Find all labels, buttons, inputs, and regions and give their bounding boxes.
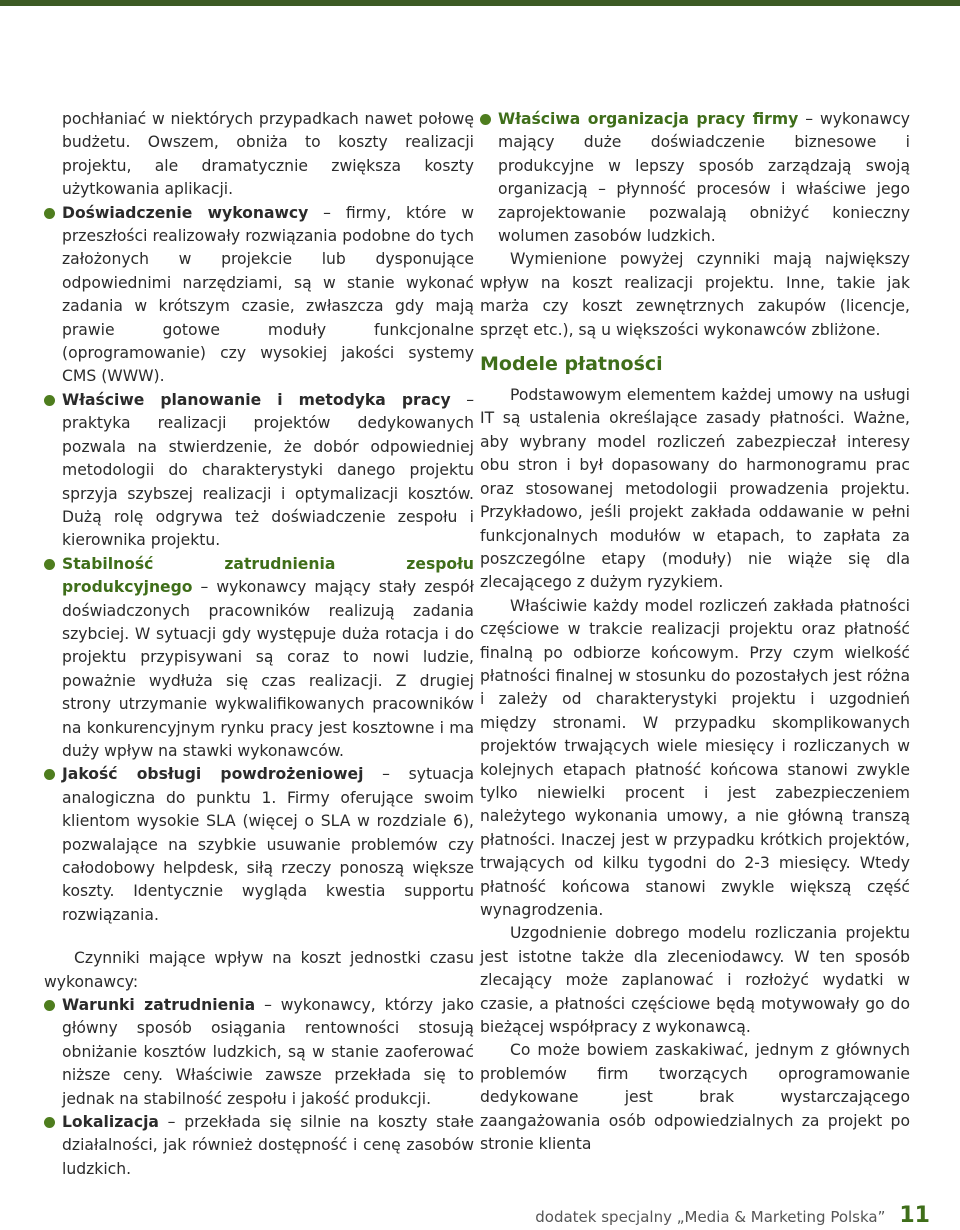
- item-lead: Warunki zatrudnienia: [62, 996, 256, 1015]
- item-text: – wykonawcy mający duże doświadczenie biznesowe i produkcyjne w lepszy sposób zarządzają swoją organizacją – płynność procesów i właściwe jego zaprojektowanie pozwalają obniżyć konieczny wolumen zasobów ludzkich.: [498, 110, 910, 246]
- bullet-icon: [44, 208, 55, 219]
- body-paragraph: Podstawowym elementem każdej umowy na usługi IT są ustalenia określające zasady płatności. Ważne, aby wybrany model rozliczeń zabezpieczał interesy obu stron i był dopasowany do harmonogramu prac oraz stosowanej metodologii prowadzenia projektu. Przykładowo, jeśli projekt zakłada oddawanie w pełni funkcjonalnych modułów w etapach, to zapłata za poszczególne etapy (moduły) nie wiąże się dla zlecającego z dużym ryzykiem.: [480, 386, 910, 592]
- bullet-icon: [44, 559, 55, 570]
- item-lead: Doświadczenie wykonawcy: [62, 203, 309, 222]
- continued-paragraph: pochłaniać w niektórych przypadkach nawet połowę budżetu. Owszem, obniża to koszty realizacji projektu, ale dramatycznie zwiększa koszty użytkowania aplikacji.: [62, 110, 474, 199]
- body-paragraph: Co może bowiem zaskakiwać, jednym z głównych problemów firm tworzących oprogramowanie dedykowane jest brak wystarczającego zaangażowania osób odpowiedzialnych za projekt po stronie klienta: [480, 1041, 910, 1154]
- bullet-icon: [44, 769, 55, 780]
- summary-paragraph: Wymienione powyżej czynniki mają największy wpływ na koszt realizacji projektu. Inne, takie jak marża czy koszt zewnętrznych zakupów (licencje, sprzęt etc.), są u większości wykonawców zbliżone.: [480, 250, 910, 339]
- intro-paragraph: Czynniki mające wpływ na koszt jednostki czasu wykonawcy:: [44, 949, 474, 991]
- item-lead: Właściwa organizacja pracy firmy: [498, 110, 799, 128]
- item-text: – sytuacja analogiczna do punktu 1. Firmy oferujące swoim klientom wysokie SLA (więcej o SLA w rozdziale 6), pozwalające na szybkie usuwanie problemów czy całodobowy helpdesk, siłą rzeczy ponoszą większe koszty. Identycznie wygląda kwestia supportu rozwiązania.: [62, 765, 474, 924]
- left-column: [44, 108, 474, 1181]
- item-lead: Właściwe planowanie i metodyka pracy: [62, 390, 451, 409]
- spacer: [44, 927, 474, 947]
- bullet-icon: [44, 1000, 55, 1011]
- list-item: [44, 202, 474, 389]
- item-text: – wykonawcy mający stały zespół doświadczonych pracowników realizują zadania szybciej. W sytuacji gdy występuje duża rotacja i do projektu przypisywani są coraz to nowi ludzie, poważnie wydłuża się czas realizacji. Z drugiej strony utrzymanie wykwalifikowanych pracowników na konkurencyjnym rynku pracy jest kosztowne i ma duży wpływ na stawki wykonawców.: [62, 578, 474, 760]
- list-item: [44, 763, 474, 927]
- item-lead: Stabilność zatrudnienia zespołu produkcyjnego: [62, 554, 474, 597]
- item-text: – praktyka realizacji projektów dedykowanych pozwala na stwierdzenie, że dobór odpowiedniej metodologii do charakterystyki danego projektu sprzyja szybszej realizacji i optymalizacji kosztów. Dużą rolę odgrywa też doświadczenie zespołu i kierownika projektu.: [62, 390, 474, 550]
- bullet-icon: [480, 114, 491, 125]
- list-item: [44, 553, 474, 764]
- item-text: – przekłada się silnie na koszty stałe działalności, jak również dostępność i cenę zasobów ludzkich.: [62, 1113, 474, 1178]
- footer-publication: dodatek specjalny „Media & Marketing Polska”: [535, 1208, 886, 1226]
- right-column: [480, 108, 910, 1156]
- item-text: – wykonawcy, którzy jako główny sposób osiągania rentowności stosują obniżanie kosztów ludzkich, są w stanie zaoferować niższe ceny. Właściwie zawsze przekłada się to jednak na stabilność zespołu i jakość produkcji.: [62, 996, 474, 1108]
- bullet-icon: [44, 395, 55, 406]
- item-lead: Jakość obsługi powdrożeniowej: [62, 765, 364, 784]
- body-paragraph: Uzgodnienie dobrego modelu rozliczania projektu jest istotne także dla zleceniodawcy. W ten sposób zlecający może zaplanować i rozłożyć wydatki w czasie, a płatności częściowe będą motywowały go do bieżącej współpracy z wykonawcą.: [480, 924, 910, 1037]
- list-item: [44, 389, 474, 553]
- page-footer: [535, 1203, 930, 1228]
- section-heading: Modele płatności: [480, 353, 663, 376]
- item-lead: Lokalizacja: [62, 1113, 159, 1132]
- list-item: [44, 994, 474, 1111]
- page-number: 11: [899, 1203, 930, 1228]
- list-item: [44, 1111, 474, 1181]
- list-item: [480, 108, 910, 248]
- body-paragraph: Właściwie każdy model rozliczeń zakłada płatności częściowe w trakcie realizacji projektu oraz płatność finalną po odbiorze końcowym. Przy czym wielkość płatności finalnej w stosunku do pozostałych jest różna i zależy od charakterystyki projektu i uzgodnień między stronami. W przypadku skomplikowanych projektów trwających wiele miesięcy i rozliczanych w kolejnych etapach płatność końcowa stanowi zwykle tylko niewielki procent i jest zabezpieczeniem należytego wykonania umowy, a nie główną transzą płatności. Inaczej jest w przypadku krótkich projektów, trwających od kilku tygodni do 2-3 miesięcy. Wtedy płatność końcowa stanowi zwykle większą część wynagrodzenia.: [480, 596, 910, 919]
- bullet-icon: [44, 1117, 55, 1128]
- item-text: – firmy, które w przeszłości realizowały rozwiązania podobne do tych założonych w projekcie lub dysponujące odpowiednimi narzędziami, są w stanie wykonać zadania w krótszym czasie, zwłaszcza gdy mają prawie gotowe moduły funkcjonalne (oprogramowanie) czy wysokiej jakości systemy CMS (WWW).: [62, 203, 474, 386]
- top-bar: [0, 0, 960, 6]
